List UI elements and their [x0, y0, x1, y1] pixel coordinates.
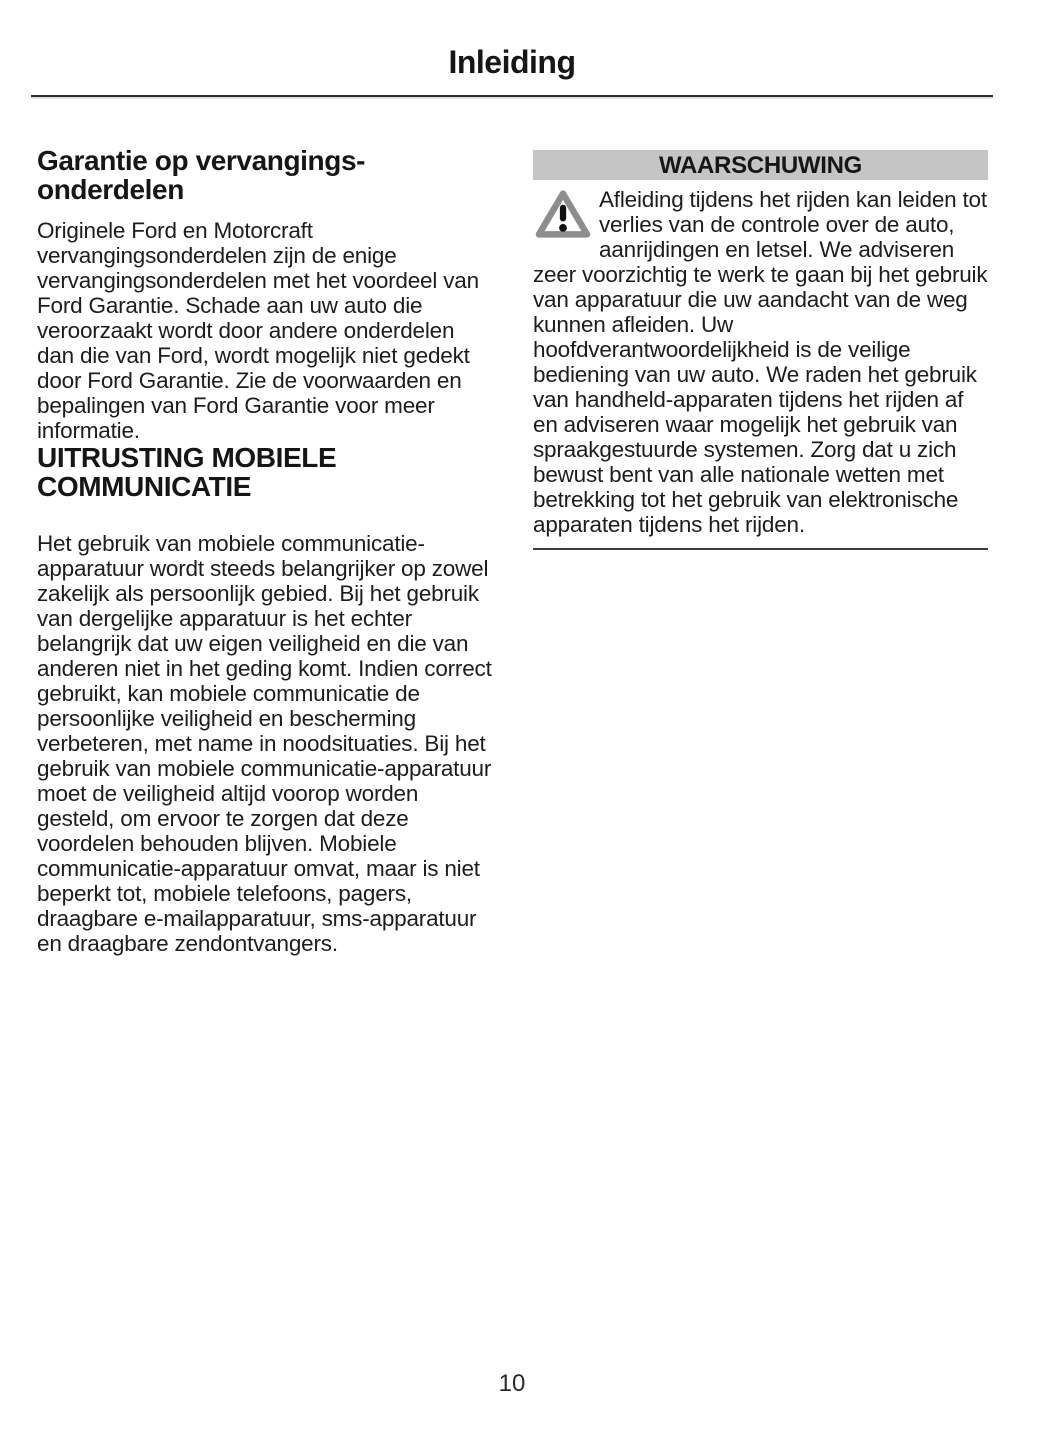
section-heading-uitrusting-line2: COMMUNICATIE: [37, 471, 251, 502]
header-rule: [31, 95, 993, 97]
paragraph-uitrusting: Het gebruik van mobiele communicatie-apparatuur wordt steeds belangrijker op zowel zakelijk als persoonlijk gebied. Bij het gebruik van dergelijke apparatuur is het echter belangrijk dat uw eigen veiligheid en die van anderen niet in het geding komt. Indien correct gebruikt, kan mobiele communicatie de persoonlijke veiligheid en bescherming verbeteren, met name in noodsituaties. Bij het gebruik van mobiele communicatie-apparatuur moet de veiligheid altijd voorop worden gesteld, om ervoor te zorgen dat deze voordelen behouden blijven. Mobiele communicatie-apparatuur omvat, maar is niet beperkt tot, mobiele telefoons, pagers, draagbare e-mailapparatuur, sms-apparatuur en draagbare zendontvangers.: [37, 531, 492, 956]
page-title: Inleiding: [448, 44, 576, 80]
warning-text: Afleiding tijdens het rijden kan leiden tot verlies van de controle over de auto, aanrijdingen en letsel. We adviseren zeer voorzichtig te werk te gaan bij het gebruik van apparatuur die uw aandacht van de weg kunnen afleiden. Uw hoofdverantwoordelijkheid is de veilige bediening van uw auto. We raden het gebruik van handheld-apparaten tijdens het rijden af en adviseren waar mogelijk het gebruik van spraakgestuurde systemen. Zorg dat u zich bewust bent van alle nationale wetten met betrekking tot het gebruik van elektronische apparaten tijdens het rijden.: [533, 187, 988, 537]
warning-triangle-icon: [535, 189, 591, 239]
right-column: [533, 150, 988, 550]
section-heading-uitrusting-line1: UITRUSTING MOBIELE: [37, 442, 337, 473]
warning-body: [533, 187, 988, 537]
page-number: 10: [498, 1370, 526, 1397]
left-column: [37, 146, 492, 956]
section-heading-garantie-line1: Garantie op vervangings-: [37, 145, 366, 176]
section-heading-garantie-line2: onderdelen: [37, 174, 184, 205]
paragraph-garantie: Originele Ford en Motorcraft vervangingsonderdelen zijn de enige vervangingsonderdelen met het voordeel van Ford Garantie. Schade aan uw auto die veroorzaakt wordt door andere onderdelen dan die van Ford, wordt mogelijk niet gedekt door Ford Garantie. Zie de voorwaarden en bepalingen van Ford Garantie voor meer informatie.: [37, 218, 479, 443]
section-heading-uitrusting: [37, 443, 492, 501]
warning-bottom-rule: [533, 548, 988, 550]
warning-box: [533, 150, 988, 550]
warning-header: WAARSCHUWING: [533, 150, 988, 180]
section-heading-garantie: [37, 146, 492, 204]
